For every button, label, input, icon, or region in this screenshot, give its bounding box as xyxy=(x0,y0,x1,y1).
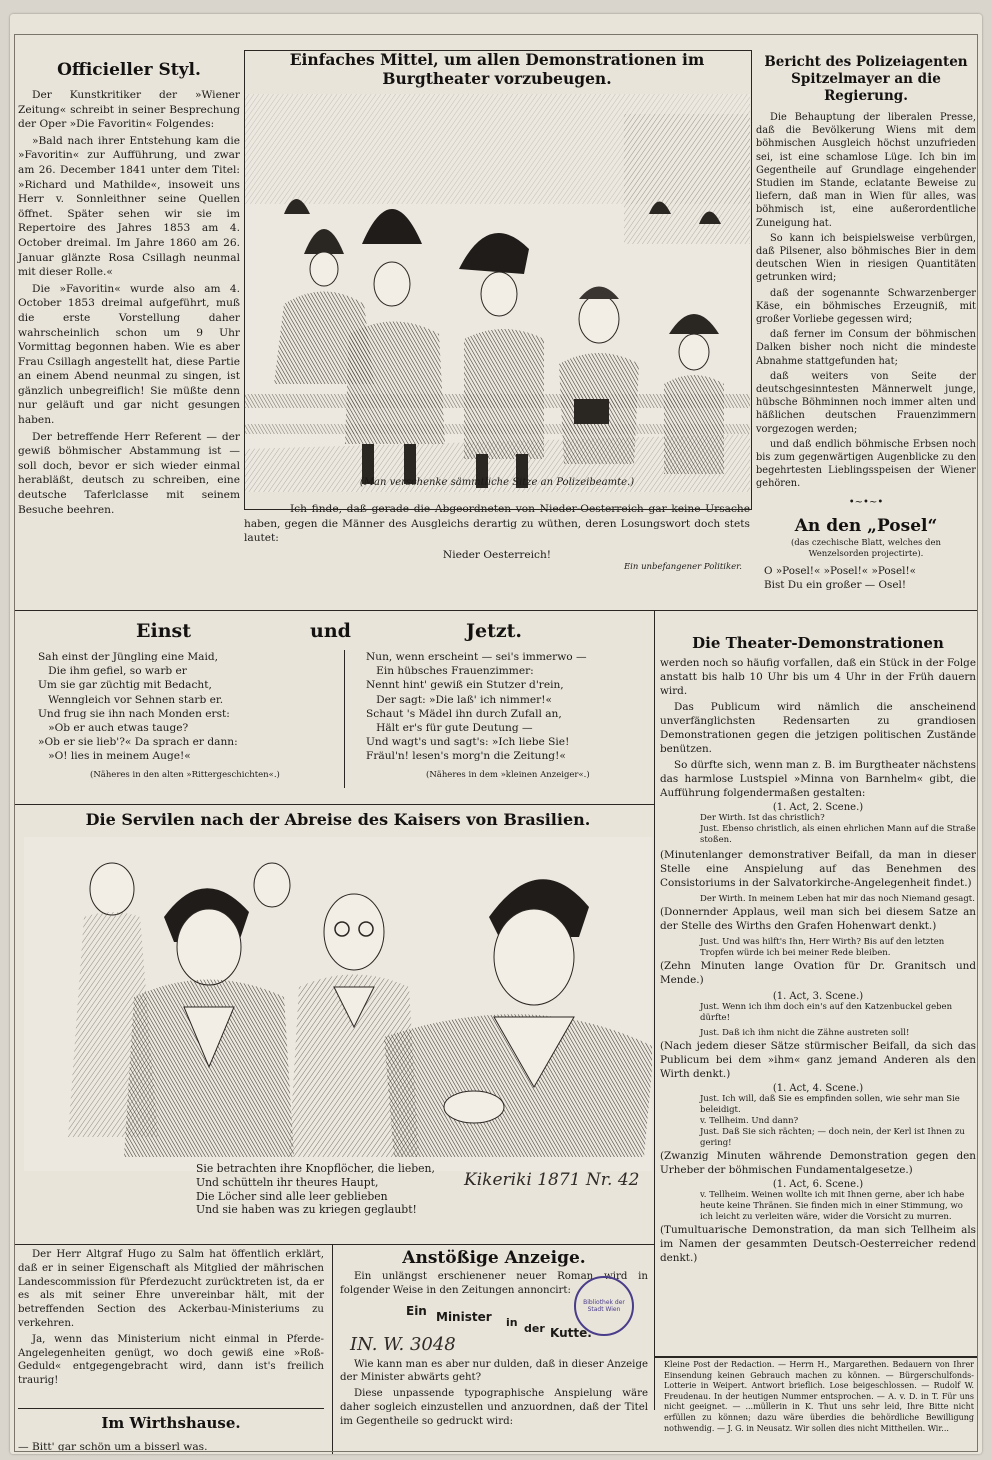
kleine-post-der-redaction: Kleine Post der Redaction. — Herrn H., Margarethen. Bedauern von Ihrer Einsendung keinen Gebrauch machen zu können. — Bürgerschulfonds-Lotterie in Weipert. Antwort brieflich. Lose beigeschlossen. — Rudolf W. Freudenau. In der heutigen Nummer entsprochen. — A. v. D. in T. Für uns nicht geeignet. — ...müllerin in K. Thut uns sehr leid, Ihre Bitte nicht erfüllen zu können; dazu wäre überdies die behördliche Bewilligung nothwendig. — J. G. in Neusatz. Wir sollen dies nicht Mittheilen. Wir... xyxy=(664,1360,974,1433)
dialog-line: Der Wirth. Ist das christlich? xyxy=(700,813,825,823)
paragraph: werden noch so häufig vorfallen, daß ein Stück in der Folge anstatt bis halb 10 Uhr bis um 4 Uhr in der Früh dauern wird. xyxy=(660,657,976,697)
dialog-line: Der Wirth. In meinem Leben hat mir das noch Niemand gesagt. xyxy=(700,894,975,904)
paragraph: So kann ich beispielsweise verbürgen, daß Pilsener, also böhmisches Bier in dem deutschen Wien in riesigen Quantitäten getrunken wird; xyxy=(756,232,976,284)
paragraph: Der Kunstkritiker der »Wiener Zeitung« schreibt in seiner Besprechung der Oper »Die Favoritin« Folgendes: xyxy=(18,89,240,131)
paragraph: Ein unlängst erschienener neuer Roman wird in folgender Weise in den Zeitungen annoncirt: xyxy=(340,1271,648,1296)
paragraph: Die Behauptung der liberalen Presse, daß die Bevölkerung Wiens mit dem böhmischen Ausgleich höchst unzufrieden sei, ist eine schamlose Lüge. Ich bin im Gegentheile auf Grundlage eingehender Studien im Stande, eclatante Beweise zu liefern, daß man in Wien für alles, was böhmisch ist, eine außerordentliche Zuneigung hat. xyxy=(756,112,976,229)
paragraph: »Bald nach ihrer Entstehung kam die »Favoritin« zur Aufführung, und zwar am 26. December 1841 unter dem Titel: »Richard und Mathilde«, insoweit uns Herr v. Sonnleithner seine Quellen öffnet. Später sehen wir sie im Repertoire des Jahres 1853 am 4. October dreimal. Im Jahre 1860 am 26. Januar glänzte Rosa Csillagh neunmal mit dieser Rolle.« xyxy=(18,134,240,279)
inventory-number: IN. W. 3048 xyxy=(350,1333,456,1355)
dialog-line: Just. Wenn ich ihm doch ein's auf den Katzenbuckel geben dürfte! xyxy=(700,1002,953,1023)
article-title: Bericht des Polizeiagenten Spitzelmayer an die Regierung. xyxy=(764,54,968,104)
center-text: Ich finde, daß gerade die Abgeordneten von Nieder-Oesterreich gar keine Ursache haben, gegen die Männer des Ausgleichs derartig zu wüthen, deren Losungswort doch stets lautet: xyxy=(244,503,750,545)
dialog-line: Just. Und was hilft's Ihn, Herr Wirth? Bis auf den letzten Tropfen würde ich bei meiner Rede bleiben. xyxy=(700,937,945,958)
dialog-line: Just. Ich will, daß Sie es empfinden sollen, wie sehr man Sie beleidigt. xyxy=(700,1094,960,1115)
jetzt-source: (Näheres in dem »kleinen Anzeiger«.) xyxy=(426,770,590,780)
stage-direction: (Minutenlanger demonstrativer Beifall, da man in dieser Stelle eine Anspielung auf das Benehmen des Consistoriums in der Salvatorkirche-Angelegenheit findet.) xyxy=(660,849,976,889)
paragraph: Wie kann man es aber nur dulden, daß in dieser Anzeige der Minister abwärts geht? xyxy=(340,1358,648,1384)
einst-verse: Sah einst der Jüngling eine Maid, Die ihm gefiel, so warb er Um sie gar züchtig mit Bedacht, Wenngleich vor Sehnen starb er. Und frug sie ihn nach Monden erst: »Ob er auch etwas tauge? »Ob er sie lieb'?« Da sprach er dann: »O! lies in meinem Auge!« xyxy=(38,651,238,763)
wirthshaus-line: — Bitt' gar schön um a bisserl was. xyxy=(18,1441,208,1453)
einst-source: (Näheres in den alten »Rittergeschichten«.) xyxy=(90,770,280,780)
stage-direction: (Zehn Minuten lange Ovation für Dr. Granitsch und Mende.) xyxy=(660,960,976,986)
dialog-line: v. Tellheim. Weinen wollte ich mit Ihnen gerne, aber ich habe heute keine Thränen. Sie finden mich in einer Stimmung, wo ich leicht zu verleiten wäre, wider die Vorsicht zu murren. xyxy=(700,1190,965,1222)
paragraph: daß weiters von Seite der deutschgesinntesten Männerwelt junge, hübsche Böhminnen noch immer alten und häßlichen deutschen Frauenzimmern vorgezogen werden; xyxy=(756,370,976,435)
stage-direction: (Nach jedem dieser Sätze stürmischer Beifall, da sich das Publicum bei dem »ihm« ganz jemand Anderen als den Wirth denkt.) xyxy=(660,1040,976,1080)
jetzt-verse: Nun, wenn erscheint — sei's immerwo — Ein hübsches Frauenzimmer: Nennt hint' gewiß ein Stutzer d'rein, Der sagt: »Die laß' ich nimmer!« Schaut 's Mädel ihn durch Zufall an, Hält er's für gute Deutung — Und wagt's und sagt's: »Ich liebe Sie! Fräul'n! lesen's morg'n die Zeitung!« xyxy=(366,651,587,763)
handwritten-note: Kikeriki 1871 Nr. 42 xyxy=(464,1170,640,1190)
advert-word: Minister xyxy=(436,1309,492,1324)
scene-heading: (1. Act, 2. Scene.) xyxy=(772,802,864,813)
paragraph: daß der sogenannte Schwarzenberger Käse, ein böhmisches Erzeugniß, mit großer Vorliebe gegessen wird; xyxy=(756,287,976,326)
stage-direction: (Zwanzig Minuten währende Demonstration gegen den Urheber der böhmischen Fundamentalgesetze.) xyxy=(660,1150,976,1176)
servilen-title: Die Servilen nach der Abreise des Kaisers von Brasilien. xyxy=(85,810,591,829)
cartoon-caption: (Man verschenke sämmtliche Sitze an Polizeibeamte.) xyxy=(359,477,635,488)
dialog-line: Just. Daß ich ihm nicht die Zähne austreten soll! xyxy=(700,1028,910,1038)
servilen-caption: Sie betrachten ihre Knopflöcher, die lieben, Und schütteln ihr theures Haupt, Die Löcher sind alle leer geblieben Und sie haben was zu kriegen geglaubt! xyxy=(196,1162,435,1217)
an-den-posel-title: An den „Posel“ xyxy=(794,515,938,536)
dialog-line: v. Tellheim. Und dann? xyxy=(700,1116,799,1126)
cartoon-title: Einfaches Mittel, um allen Demonstrationen im Burgtheater vorzubeugen. xyxy=(289,50,705,88)
article-title: Die Theater-Demonstrationen xyxy=(692,634,944,652)
newspaper-sheet xyxy=(10,14,982,1454)
paragraph: So dürfte sich, wenn man z. B. im Burgtheater nächstens das harmlose Lustspiel »Minna von Barnhelm« gibt, die Aufführung folgendermaßen gestalten: xyxy=(660,759,976,799)
und-title: und xyxy=(310,620,351,642)
paragraph: Das Publicum wird nämlich die anscheinend unverfänglichsten Redensarten zu grandiosen Demonstrationen gegen die jetzigen politischen Zustände benützen. xyxy=(660,701,976,755)
paragraph: daß ferner im Consum der böhmischen Dalken bisher noch nicht die mindeste Abnahme stattgefunden hat; xyxy=(756,329,976,367)
scene-heading: (1. Act, 6. Scene.) xyxy=(772,1179,864,1190)
paragraph: Der Herr Altgraf Hugo zu Salm hat öffentlich erklärt, daß er in seiner Eigenschaft als Mitglied der mährischen Landescommission für Pferdezucht zurücktreten ist, da er es als mit seiner Ehre unvereinbar hält, mit der betreffenden Section des Ackerbau-Ministeriums zu verkehren. xyxy=(18,1249,324,1329)
wirthshaus-title: Im Wirthshause. xyxy=(101,1414,241,1432)
ornament-divider: •~•~• xyxy=(848,496,884,508)
article-title: Officieller Styl. xyxy=(57,60,201,80)
paragraph: Ja, wenn das Ministerium nicht einmal in Pferde-Angelegenheiten genügt, wo doch gewiß eine »Roß-Geduld« entgegengebracht wird, dann ist's freilich traurig! xyxy=(18,1333,324,1387)
scene-heading: (1. Act, 3. Scene.) xyxy=(772,991,864,1002)
advert-word: in xyxy=(506,1315,518,1329)
an-den-posel-subtitle: (das czechische Blatt, welches den Wenzelsorden projectirte). xyxy=(790,537,941,559)
print-area-border xyxy=(14,34,978,1452)
jetzt-title: Jetzt. xyxy=(466,620,523,642)
dialog-line: Just. Daß Sie sich rächten; — doch nein, der Kerl ist Ihnen zu gering! xyxy=(700,1127,965,1148)
advert-word: Ein xyxy=(406,1303,427,1318)
stamp-text: Bibliothek der Stadt Wien xyxy=(583,1298,625,1313)
paragraph: Diese unpassende typographische Anspielung wäre daher sogleich einzustellen und anzuordnen, daß der Titel im Gegentheile so gedruckt wird: xyxy=(340,1388,648,1427)
paragraph: und daß endlich böhmische Erbsen noch bis zum gegenwärtigen Augenblicke zu den begehrtesten Lieblingsspeisen der Wiener gehören. xyxy=(756,438,976,490)
paragraph: Die »Favoritin« wurde also am 4. October 1853 dreimal aufgeführt, muß die erste Vorstellung daher wahrscheinlich schon um 9 Uhr Vormittag begonnen haben. Wie es aber Frau Csillagh angestellt hat, diese Partie an einem Abend neunmal zu singen, ist gänzlich unbegreiflich! Sie müßte denn nur geläuft und gar nicht gesungen haben. xyxy=(18,282,240,427)
einst-title: Einst xyxy=(136,620,191,642)
center-signature: Ein unbefangener Politiker. xyxy=(623,562,742,573)
stage-direction: (Tumultuarische Demonstration, da man sich Tellheim als im Namen der gesammten Deutsch-Oesterreicher redend denkt.) xyxy=(660,1224,976,1264)
an-den-posel-verse: O »Posel!« »Posel!« »Posel!« Bist Du ein großer — Osel! xyxy=(764,564,916,591)
advert-word: der xyxy=(524,1321,545,1335)
center-quote: Nieder Oesterreich! xyxy=(442,548,552,561)
article-title: Anstößige Anzeige. xyxy=(402,1248,586,1268)
dialog-line: Just. Ebenso christlich, als einen ehrlichen Mann auf die Straße stoßen. xyxy=(700,824,976,845)
advert-word: Kutte. xyxy=(550,1325,592,1340)
paragraph: Der betreffende Herr Referent — der gewiß böhmischer Abstammung ist — soll doch, bevor er sich wieder einmal herabläßt, deutsch zu schreiben, eine deutsche Taferlclasse mit seinem Besuche beehren. xyxy=(18,430,240,516)
scene-heading: (1. Act, 4. Scene.) xyxy=(772,1083,864,1094)
stage-direction: (Donnernder Applaus, weil man sich bei diesem Satze an der Stelle des Wirths den Grafen Hohenwart denkt.) xyxy=(660,906,976,932)
